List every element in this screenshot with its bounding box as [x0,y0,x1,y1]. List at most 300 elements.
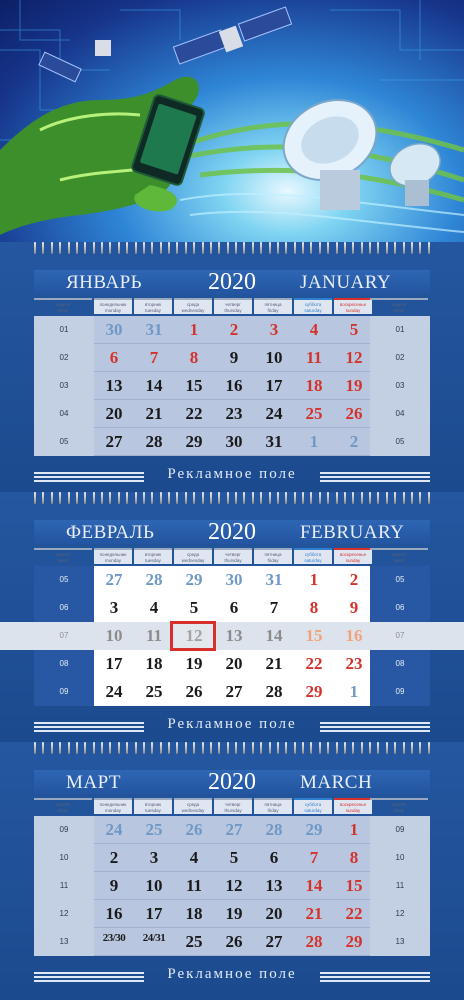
day-cell: 15 [305,626,323,645]
day-cell: 12 [345,348,363,367]
day-cell: 3 [149,848,159,867]
week-number: 10 [59,853,69,862]
selected-day-marker[interactable] [170,621,216,651]
day-cell: 27 [225,820,243,839]
weekday-header-cell: понедельник monday [94,798,132,814]
binding-ring [235,242,237,254]
weekday-header-cell: пятница friday [254,298,292,314]
binding-ring [302,242,304,254]
day-cell: 20 [105,404,123,423]
binding-ring [126,492,128,504]
day-cell: 19 [185,654,203,673]
binding-ring [252,242,254,254]
day-cell: 1 [309,432,319,451]
week-number: 06 [59,603,69,612]
day-cell: 28 [265,820,283,839]
day-cell: 2 [349,570,359,589]
binding-ring [243,242,245,254]
binding-ring [361,492,363,504]
day-cell: 19 [345,376,363,395]
weekday-header-cell: четверг thursday [214,798,252,814]
weekday-headers [34,798,430,814]
advertising-field-label: Рекламное поле [167,466,297,482]
day-cell: 29 [345,932,363,951]
advertising-field-label: Рекламное поле [167,716,297,732]
week-number: 11 [59,881,69,890]
binding-ring [377,492,379,504]
week-number: 03 [395,381,405,390]
binding-ring [386,742,388,754]
day-cell: 29 [185,432,203,451]
day-cell: 18 [145,654,163,673]
binding-ring [101,492,103,504]
binding-ring [68,242,70,254]
month-year: 2020 [208,519,256,545]
binding-ring [411,742,413,754]
binding-ring [260,242,262,254]
binding-ring [235,742,237,754]
day-cell: 28 [145,570,163,589]
day-cell: 26 [225,932,243,951]
day-cell: 2 [109,848,119,867]
day-cell: 13 [225,626,243,645]
day-cell: 27 [105,570,123,589]
binding-ring [277,492,279,504]
binding-ring [227,492,229,504]
binding-ring [193,492,195,504]
weekday-header-cell: неделя week [370,798,428,814]
weekday-header-cell: неделя week [370,298,428,314]
week-number: 03 [59,381,69,390]
weekday-header-cell: среда wednesday [174,298,212,314]
weekday-header-cell: среда wednesday [174,548,212,564]
month-name-ru: ЯНВАРЬ [66,272,143,293]
day-cell: 6 [109,348,119,367]
binding-ring [352,492,354,504]
day-cell: 31 [265,432,283,451]
binding-ring [151,242,153,254]
binding-ring [302,742,304,754]
day-cell: 11 [185,876,203,895]
day-cell: 24 [105,820,123,839]
month-header [34,520,430,544]
day-cell: 9 [229,348,239,367]
binding-ring [218,742,220,754]
day-cell: 22 [185,404,203,423]
weekday-header-cell: понедельник monday [94,548,132,564]
binding-ring [168,242,170,254]
binding-ring [93,242,95,254]
day-cell: 8 [349,848,359,867]
advertising-field-label: Рекламное поле [167,966,297,982]
day-cell: 3 [269,320,279,339]
day-cell: 1 [309,570,319,589]
week-number: 10 [395,853,405,862]
binding-ring [285,242,287,254]
binding-ring [277,742,279,754]
binding-ring [361,242,363,254]
day-cell: 18 [185,904,203,923]
day-cell: 29 [305,820,323,839]
day-cell: 16 [225,376,243,395]
week-number: 09 [395,825,405,834]
binding-ring [135,492,137,504]
day-cell: 17 [265,376,283,395]
binding-ring [428,492,430,504]
month-name-ru: МАРТ [66,772,122,793]
day-cell: 22 [345,904,363,923]
day-cell: 19 [225,904,243,923]
binding-ring [310,742,312,754]
weekday-header-cell: воскресенье sunday [334,798,372,814]
binding-ring [135,242,137,254]
binding-ring [101,742,103,754]
day-cell: 13 [265,876,283,895]
binding-ring [394,492,396,504]
day-cell: 2 [229,320,239,339]
day-cell: 24/31 [142,932,166,944]
day-cell: 1 [349,682,359,701]
weekday-header-cell: суббота saturday [294,798,332,814]
binding-ring [109,742,111,754]
month-name-ru: ФЕВРАЛЬ [66,522,155,543]
day-cell: 9 [109,876,119,895]
binding-ring [68,742,70,754]
binding-ring [176,492,178,504]
day-cell: 15 [185,376,203,395]
day-cell: 26 [345,404,363,423]
week-number: 09 [395,687,405,696]
binding-ring [118,742,120,754]
weekday-header-cell: суббота saturday [294,548,332,564]
binding-ring [344,242,346,254]
binding-ring [411,492,413,504]
month-header [34,270,430,294]
day-cell: 16 [105,904,123,923]
binding-ring [294,492,296,504]
binding-ring [160,242,162,254]
weekday-header-cell: неделя week [34,798,92,814]
day-cell: 26 [185,682,203,701]
day-cell: 21 [265,654,283,673]
week-number: 08 [395,659,405,668]
day-cell: 4 [189,848,199,867]
day-cell: 7 [149,348,159,367]
day-cell: 28 [305,932,323,951]
day-cell: 10 [265,348,283,367]
weekday-header-cell: воскресенье sunday [334,298,372,314]
day-cell: 9 [349,598,359,617]
binding-ring [227,242,229,254]
binding-ring [302,492,304,504]
day-cell: 27 [225,682,243,701]
week-number: 05 [395,575,405,584]
binding-ring [160,742,162,754]
binding-ring [319,242,321,254]
binding-ring [327,242,329,254]
week-number: 02 [59,353,69,362]
day-cell: 11 [305,348,323,367]
week-number: 01 [59,325,69,334]
binding-ring [168,492,170,504]
day-cell: 12 [225,876,243,895]
week-number: 04 [395,409,405,418]
day-cell: 27 [265,932,283,951]
day-cell: 5 [189,598,199,617]
day-cell: 25 [305,404,323,423]
day-cell: 30 [105,320,123,339]
week-number: 12 [59,909,69,918]
week-number: 07 [59,631,69,640]
binding-ring [84,492,86,504]
day-cell: 12 [185,626,203,645]
binding-ring [327,492,329,504]
day-cell: 27 [105,432,123,451]
day-cell: 25 [145,682,163,701]
weekday-header-cell: вторник tuesday [134,798,172,814]
day-cell: 30 [225,570,243,589]
binding-ring [419,242,421,254]
binding-ring [369,492,371,504]
day-cell: 6 [229,598,239,617]
spiral-binding [34,742,430,754]
binding-ring [109,492,111,504]
day-cell: 26 [185,820,203,839]
binding-ring [193,242,195,254]
binding-ring [428,742,430,754]
day-cell: 23 [345,654,363,673]
binding-ring [126,242,128,254]
binding-ring [352,242,354,254]
binding-ring [310,492,312,504]
binding-ring [42,492,44,504]
binding-ring [394,242,396,254]
binding-ring [361,742,363,754]
binding-ring [369,242,371,254]
week-number: 13 [59,937,69,946]
binding-ring [126,742,128,754]
weekday-header-cell: понедельник monday [94,298,132,314]
day-cell: 25 [145,820,163,839]
month-year: 2020 [208,269,256,295]
month-name-en: JANUARY [300,272,392,293]
month-panel-january [0,242,464,492]
weekday-header-cell: вторник tuesday [134,548,172,564]
day-cell: 14 [305,876,323,895]
binding-ring [285,742,287,754]
week-number: 05 [395,437,405,446]
binding-ring [210,742,212,754]
day-cell: 24 [105,682,123,701]
weekday-header-cell: пятница friday [254,798,292,814]
binding-ring [252,742,254,754]
binding-ring [352,742,354,754]
binding-ring [260,492,262,504]
binding-ring [336,492,338,504]
artwork-svg [0,0,464,245]
binding-ring [93,742,95,754]
binding-ring [42,242,44,254]
binding-ring [252,492,254,504]
day-cell: 1 [189,320,199,339]
binding-ring [411,242,413,254]
binding-ring [118,242,120,254]
day-cell: 21 [305,904,323,923]
day-cell: 5 [349,320,359,339]
binding-ring [428,242,430,254]
binding-ring [93,492,95,504]
week-number: 13 [395,937,405,946]
binding-ring [344,492,346,504]
binding-ring [419,742,421,754]
day-cell: 6 [269,848,279,867]
binding-ring [185,742,187,754]
week-number: 07 [395,631,405,640]
day-cell: 23/30 [102,932,126,944]
month-grid [34,816,430,956]
binding-ring [403,742,405,754]
weekday-header-cell: суббота saturday [294,298,332,314]
binding-ring [51,742,53,754]
weekday-header-cell: неделя week [34,548,92,564]
binding-ring [218,242,220,254]
binding-ring [260,742,262,754]
week-number: 12 [395,909,405,918]
day-cell: 31 [265,570,283,589]
binding-ring [403,242,405,254]
day-cell: 2 [349,432,359,451]
day-cell: 20 [265,904,283,923]
weekday-header-cell: неделя week [370,548,428,564]
day-cell: 4 [149,598,159,617]
binding-ring [59,242,61,254]
month-name-en: FEBRUARY [300,522,405,543]
binding-ring [269,492,271,504]
binding-ring [68,492,70,504]
binding-ring [218,492,220,504]
day-cell: 10 [105,626,123,645]
day-cell: 8 [309,598,319,617]
binding-ring [377,742,379,754]
binding-ring [336,742,338,754]
binding-ring [319,742,321,754]
month-panel-march [0,742,464,1000]
weekday-header-cell: неделя week [34,298,92,314]
week-number: 09 [59,687,69,696]
binding-ring [319,492,321,504]
week-number: 09 [59,825,69,834]
binding-ring [294,742,296,754]
binding-ring [386,242,388,254]
binding-ring [386,492,388,504]
binding-ring [176,742,178,754]
binding-ring [235,492,237,504]
week-number: 06 [395,603,405,612]
day-cell: 11 [145,626,163,645]
day-cell: 18 [305,376,323,395]
weekday-header-cell: среда wednesday [174,798,212,814]
month-header [34,770,430,794]
month-grid [34,566,430,706]
binding-ring [243,492,245,504]
binding-ring [76,492,78,504]
binding-ring [377,242,379,254]
binding-ring [327,742,329,754]
binding-ring [76,242,78,254]
spiral-binding [34,492,430,504]
binding-ring [76,742,78,754]
day-cell: 28 [145,432,163,451]
binding-ring [294,242,296,254]
day-cell: 14 [145,376,163,395]
binding-ring [185,492,187,504]
weekday-header-cell: воскресенье sunday [334,548,372,564]
binding-ring [210,242,212,254]
day-cell: 5 [229,848,239,867]
day-cell: 17 [105,654,123,673]
binding-ring [344,742,346,754]
day-cell: 28 [265,682,283,701]
week-number: 08 [59,659,69,668]
month-grid [34,316,430,456]
binding-ring [135,742,137,754]
binding-ring [143,242,145,254]
binding-ring [118,492,120,504]
binding-ring [202,492,204,504]
binding-ring [185,242,187,254]
day-cell: 23 [225,404,243,423]
weekday-header-cell: четверг thursday [214,298,252,314]
day-cell: 21 [145,404,163,423]
binding-ring [143,492,145,504]
spiral-binding [34,242,430,254]
satellite-icon [39,7,292,82]
day-cell: 13 [105,376,123,395]
binding-ring [59,742,61,754]
binding-ring [227,742,229,754]
day-cell: 7 [269,598,279,617]
binding-ring [84,742,86,754]
day-cell: 25 [185,932,203,951]
binding-ring [193,742,195,754]
binding-ring [101,242,103,254]
binding-ring [394,742,396,754]
day-cell: 29 [185,570,203,589]
week-number: 02 [395,353,405,362]
binding-ring [51,492,53,504]
day-cell: 7 [309,848,319,867]
weekday-header-cell: пятница friday [254,548,292,564]
month-panel-february [0,492,464,742]
day-cell: 15 [345,876,363,895]
binding-ring [202,242,204,254]
binding-ring [42,742,44,754]
binding-ring [403,492,405,504]
day-cell: 3 [109,598,119,617]
week-number: 11 [395,881,405,890]
binding-ring [269,242,271,254]
weekday-headers [34,548,430,564]
day-cell: 31 [145,320,163,339]
day-cell: 22 [305,654,323,673]
satellite-dish-icon [270,85,447,210]
day-cell: 29 [305,682,323,701]
day-cell: 8 [189,348,199,367]
day-cell: 4 [309,320,319,339]
month-name-en: MARCH [300,772,373,793]
weekday-headers [34,298,430,314]
binding-ring [243,742,245,754]
